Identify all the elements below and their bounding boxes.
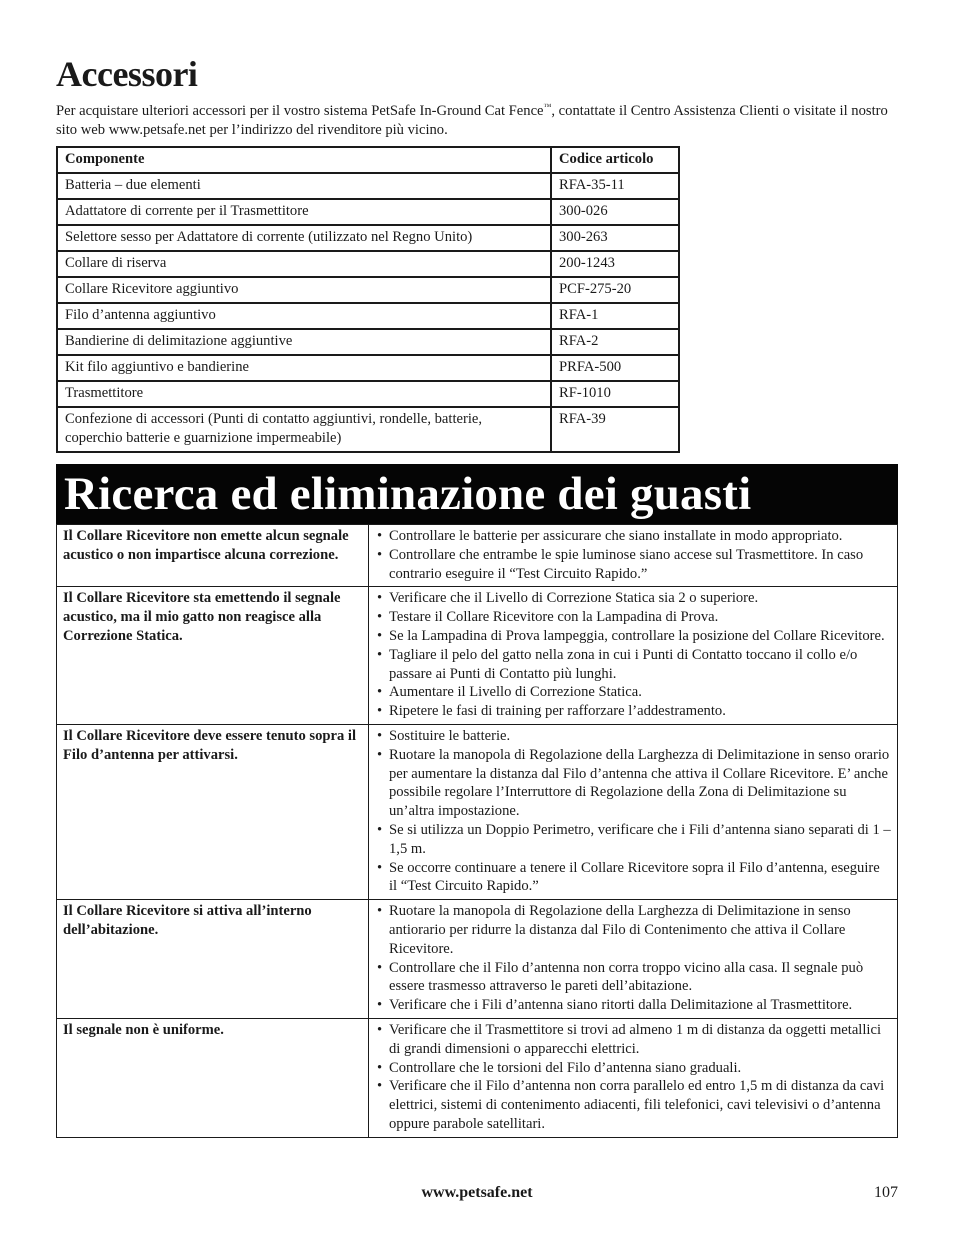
bullet-icon: •: [377, 528, 383, 544]
bullet-icon: •: [377, 727, 383, 744]
solution-text: Verificare che i Fili d’antenna siano ritorti dalla Delimitazione al Trasmettitore.: [389, 997, 853, 1014]
solution-text: Ripetere le fasi di training per rafforzare l’addestramento.: [389, 703, 726, 720]
list-item: [375, 627, 891, 646]
component-cell: Bandierine di delimitazione aggiuntive: [57, 329, 551, 355]
solution-text: Se la Lampadina di Prova lampeggia, controllare la posizione del Collare Ricevitore.: [389, 627, 885, 644]
list-item: [375, 589, 891, 608]
component-cell: Filo d’antenna aggiuntivo: [57, 303, 551, 329]
component-cell: Kit filo aggiuntivo e bandierine: [57, 355, 551, 381]
bullet-icon: •: [377, 684, 383, 701]
table-row: [57, 251, 679, 277]
solution-text: Se si utilizza un Doppio Perimetro, verificare che i Fili d’antenna siano separati di 1 – 1,5 m.: [389, 821, 891, 857]
bullet-icon: •: [377, 746, 383, 763]
solution-text: Testare il Collare Ricevitore con la Lampadina di Prova.: [389, 609, 719, 626]
accessories-table: [56, 146, 680, 453]
table-row: [57, 329, 679, 355]
solutions-list: [375, 1021, 891, 1134]
list-item: [375, 821, 891, 859]
solutions-cell: [369, 900, 898, 1019]
table-row: [57, 407, 679, 452]
bullet-icon: •: [377, 1021, 383, 1038]
table-row: [57, 303, 679, 329]
list-item: [375, 996, 891, 1015]
intro-text-before: Per acquistare ulteriori accessori per il vostro sistema PetSafe In-Ground Cat Fence: [56, 102, 544, 119]
bullet-icon: •: [377, 627, 383, 644]
troubleshooting-row: [57, 900, 898, 1019]
solution-text: Controllare che il Filo d’antenna non corra troppo vicino alla casa. Il segnale può essere trasmesso attraverso le pareti dell’abitazione.: [389, 959, 864, 995]
table-row: [57, 225, 679, 251]
component-cell: Batteria – due elementi: [57, 173, 551, 199]
code-cell: RF-1010: [551, 381, 679, 407]
bullet-icon: •: [377, 821, 383, 838]
table-row: [57, 355, 679, 381]
table-row: [57, 381, 679, 407]
bullet-icon: •: [377, 546, 383, 563]
solution-text: Ruotare la manopola di Regolazione della Larghezza di Delimitazione in senso antiorario per ridurre la distanza dal Filo di Contenimento che attiva il Collare Ricevitore.: [389, 903, 851, 957]
troubleshooting-title: Ricerca ed eliminazione dei guasti: [64, 468, 752, 520]
troubleshooting-table: [56, 524, 898, 1138]
problem-cell: Il Collare Ricevitore si attiva all’interno dell’abitazione.: [57, 900, 369, 1019]
trademark-symbol: ™: [543, 102, 552, 111]
bullet-icon: •: [377, 997, 383, 1014]
bullet-icon: •: [377, 959, 383, 976]
list-item: [375, 1059, 891, 1078]
solution-text: Sostituire le batterie.: [389, 727, 511, 744]
solution-text: Controllare che entrambe le spie luminose siano accese sul Trasmettitore. In caso contrario eseguire il “Test Circuito Rapido.”: [389, 546, 864, 582]
code-cell: RFA-39: [551, 407, 679, 452]
accessories-table-header: [57, 147, 679, 173]
solution-text: Ruotare la manopola di Regolazione della Larghezza di Delimitazione in senso orario per aumentare la distanza dal Filo d’antenna che attiva il Collare Ricevitore. E’ anche possibile regolare l’Interruttore di Regolazione della Zona di Delimitazione su un’altra impostazione.: [389, 746, 890, 820]
solutions-list: [375, 527, 891, 583]
table-row: [57, 173, 679, 199]
component-cell: Adattatore di corrente per il Trasmettitore: [57, 199, 551, 225]
bullet-icon: •: [377, 859, 383, 876]
solution-text: Controllare che le torsioni del Filo d’antenna siano graduali.: [389, 1059, 742, 1076]
solutions-cell: [369, 525, 898, 587]
code-cell: RFA-1: [551, 303, 679, 329]
component-cell: Confezione di accessori (Punti di contatto aggiuntivi, rondelle, batterie, coperchio batterie e guarnizione impermeabile): [57, 407, 551, 452]
list-item: [375, 727, 891, 746]
table-row: [57, 277, 679, 303]
solution-text: Se occorre continuare a tenere il Collare Ricevitore sopra il Filo d’antenna, eseguire il “Test Circuito Rapido.”: [389, 859, 880, 895]
solution-text: Verificare che il Livello di Correzione Statica sia 2 o superiore.: [389, 590, 759, 607]
solutions-list: [375, 589, 891, 721]
accessories-title: Accessori: [56, 54, 198, 94]
problem-cell: Il Collare Ricevitore sta emettendo il segnale acustico, ma il mio gatto non reagisce alla Correzione Statica.: [57, 587, 369, 725]
list-item: [375, 746, 891, 821]
code-cell: PCF-275-20: [551, 277, 679, 303]
accessories-intro: [56, 97, 898, 140]
solutions-list: [375, 902, 891, 1015]
bullet-icon: •: [377, 590, 383, 607]
solution-text: Controllare le batterie per assicurare che siano installate in modo appropriato.: [389, 528, 843, 544]
bullet-icon: •: [377, 1059, 383, 1076]
footer-url: www.petsafe.net: [421, 1184, 533, 1201]
solution-text: Verificare che il Trasmettitore si trovi ad almeno 1 m di distanza da oggetti metallici di grandi dimensioni o apparecchi elettrici.: [389, 1021, 881, 1057]
problem-cell: Il Collare Ricevitore deve essere tenuto sopra il Filo d’antenna per attivarsi.: [57, 724, 369, 899]
page-number: 107: [874, 1184, 898, 1201]
troubleshooting-row: [57, 587, 898, 725]
list-item: [375, 1021, 891, 1059]
troubleshooting-row: [57, 1018, 898, 1137]
troubleshooting-row: [57, 724, 898, 899]
header-code: Codice articolo: [551, 147, 679, 173]
problem-cell: Il segnale non è uniforme.: [57, 1018, 369, 1137]
code-cell: 300-263: [551, 225, 679, 251]
list-item: [375, 527, 891, 546]
solutions-list: [375, 727, 891, 896]
list-item: [375, 646, 891, 684]
bullet-icon: •: [377, 703, 383, 720]
list-item: [375, 702, 891, 721]
list-item: [375, 608, 891, 627]
problem-cell: Il Collare Ricevitore non emette alcun segnale acustico o non impartisce alcuna correzione.: [57, 525, 369, 587]
intro-text-after: , contattate il Centro Assistenza Clienti o visitate il nostro sito web www.petsafe.net per l’indirizzo del rivenditore più vicino.: [56, 102, 888, 138]
troubleshooting-row: [57, 525, 898, 587]
list-item: [375, 859, 891, 897]
component-cell: Collare di riserva: [57, 251, 551, 277]
list-item: [375, 1077, 891, 1133]
solutions-cell: [369, 587, 898, 725]
code-cell: PRFA-500: [551, 355, 679, 381]
code-cell: 200-1243: [551, 251, 679, 277]
bullet-icon: •: [377, 646, 383, 663]
code-cell: RFA-35-11: [551, 173, 679, 199]
component-cell: Trasmettitore: [57, 381, 551, 407]
bullet-icon: •: [377, 609, 383, 626]
solution-text: Verificare che il Filo d’antenna non corra parallelo ed entro 1,5 m di distanza da cavi elettrici, sistemi di contenimento adiacenti, fili telefonici, cavi televisivi o d’antenna oppure parabole satellitari.: [389, 1078, 885, 1132]
list-item: [375, 683, 891, 702]
solutions-cell: [369, 1018, 898, 1137]
table-row: [57, 199, 679, 225]
bullet-icon: •: [377, 903, 383, 920]
code-cell: RFA-2: [551, 329, 679, 355]
component-cell: Selettore sesso per Adattatore di corrente (utilizzato nel Regno Unito): [57, 225, 551, 251]
solution-text: Aumentare il Livello di Correzione Statica.: [389, 684, 642, 701]
header-component: Componente: [57, 147, 551, 173]
component-cell: Collare Ricevitore aggiuntivo: [57, 277, 551, 303]
troubleshooting-banner: [56, 464, 898, 524]
code-cell: 300-026: [551, 199, 679, 225]
list-item: [375, 546, 891, 584]
bullet-icon: •: [377, 1078, 383, 1095]
list-item: [375, 902, 891, 958]
solutions-cell: [369, 724, 898, 899]
list-item: [375, 959, 891, 997]
solution-text: Tagliare il pelo del gatto nella zona in cui i Punti di Contatto toccano il collo e/o passare ai Punti di Contatto più lunghi.: [389, 646, 858, 682]
